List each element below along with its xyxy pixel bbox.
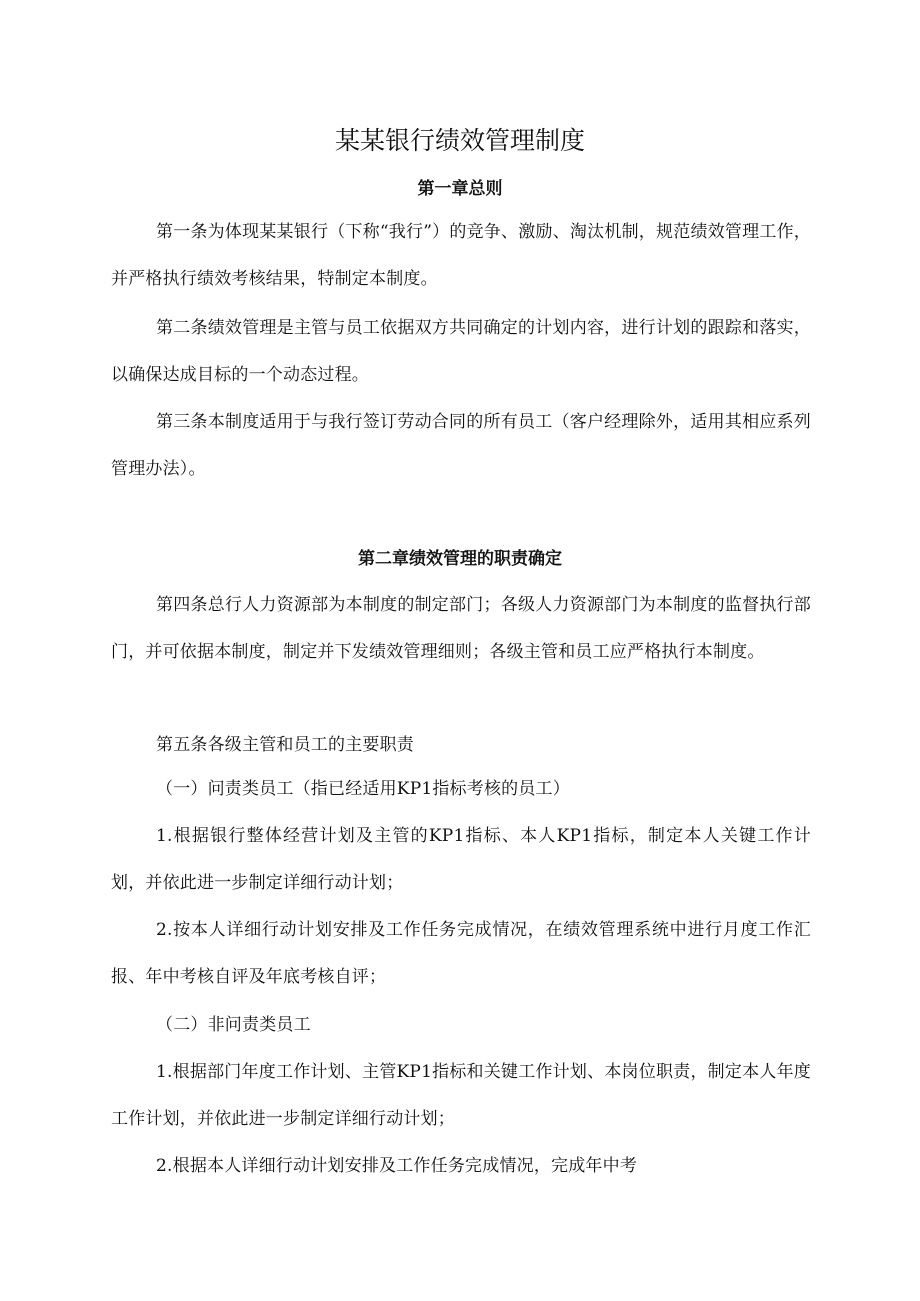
chapter-2-heading: 第二章绩效管理的职责确定: [358, 549, 562, 569]
chapter-1-heading: 第一章总则: [417, 179, 503, 199]
document-title: 某某银行绩效管理制度: [334, 126, 585, 155]
article-3: 第三条本制度适用于与我行签订劳动合同的所有员工（客户经理除外，适用其相应系列管理办法）。: [111, 412, 811, 479]
group-1-item-2: 2.按本人详细行动计划安排及工作任务完成情况，在绩效管理系统中进行月度工作汇报、年中考核自评及年底考核自评；: [111, 920, 811, 987]
article-1: 第一条为体现某某银行（下称“我行”）的竞争、激励、淘汰机制，规范绩效管理工作，并严格执行绩效考核结果，特制定本制度。: [111, 222, 811, 289]
group-1-heading: （一）问责类员工（指已经适用KP1指标考核的员工）: [156, 779, 570, 799]
article-5: 第五条各级主管和员工的主要职责: [156, 735, 414, 755]
group-2-heading: （二）非问责类员工: [156, 1015, 311, 1035]
article-4: 第四条总行人力资源部为本制度的制定部门；各级人力资源部门为本制度的监督执行部门，并可依据本制度，制定并下发绩效管理细则；各级主管和员工应严格执行本制度。: [111, 595, 811, 662]
group-2-item-1: 1.根据部门年度工作计划、主管KP1指标和关键工作计划、本岗位职责，制定本人年度工作计划，并依此进一步制定详细行动计划；: [111, 1062, 811, 1129]
article-2: 第二条绩效管理是主管与员工依据双方共同确定的计划内容，进行计划的跟踪和落实，以确保达成目标的一个动态过程。: [111, 318, 811, 385]
group-2-item-2: 2.根据本人详细行动计划安排及工作任务完成情况，完成年中考: [156, 1156, 638, 1176]
group-1-item-1: 1.根据银行整体经营计划及主管的KP1指标、本人KP1指标，制定本人关键工作计划，并依此进一步制定详细行动计划；: [111, 826, 811, 893]
